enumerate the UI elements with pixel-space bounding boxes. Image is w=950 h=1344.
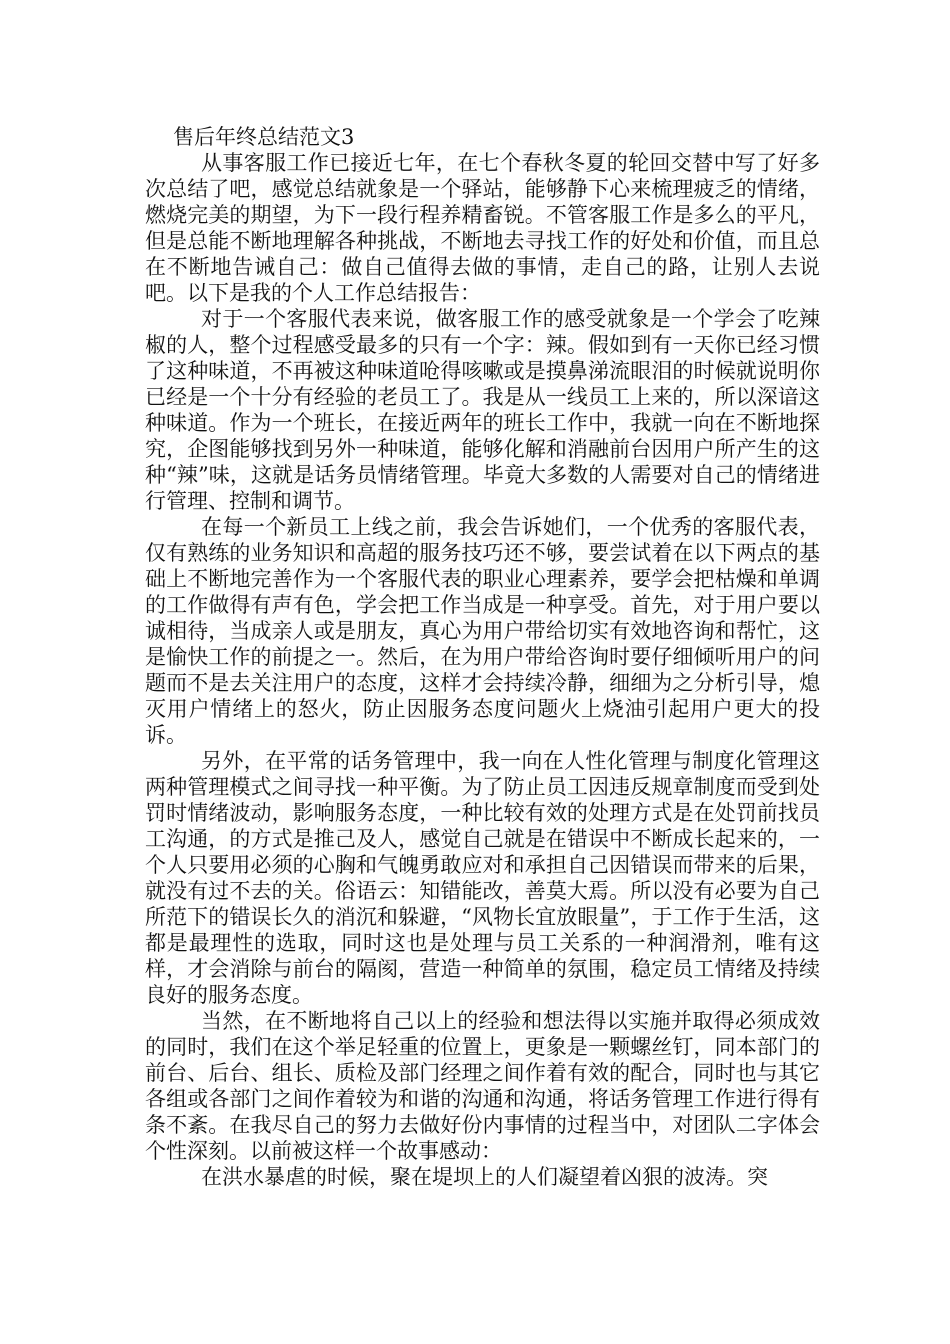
paragraph: 在洪水暴虐的时候，聚在堤坝上的人们凝望着凶狠的波涛。突: [201, 1165, 768, 1189]
paragraph: 另外，在平常的话务管理中，我一向在人性化管理与制度化管理这两种管理模式之间寻找一种平衡。为了防止员工因违反规章制度而受到处罚时情绪波动，影响服务态度，一种比较有效的处理方式是在处罚前找员工沟通，的方式是推己及人，感觉自己就是在错误中不断成长起来的，一个人只要用必须的心胸和气魄勇敢应对和承担自己因错误而带来的后果，就没有过不去的关。俗语云：知错能改，善莫大焉。所以没有必要为自己所范下的错误长久的消沉和躲避，“风物长宜放眼量”，于工作于生活，这都是最理性的选取，同时这也是处理与员工关系的一种润滑剂，唯有这样，才会消除与前台的隔阂，营造一种简单的氛围，稳定员工情绪及持续良好的服务态度。: [145, 749, 820, 1007]
paragraph: 对于一个客服代表来说，做客服工作的感受就象是一个学会了吃辣椒的人，整个过程感受最多的只有一个字：辣。假如到有一天你已经习惯了这种味道，不再被这种味道呛得咳嗽或是摸鼻涕流眼泪的时候就说明你已经是一个十分有经验的老员工了。我是从一线员工上来的，所以深谙这种味道。作为一个班长，在接近两年的班长工作中，我就一向在不断地探究，企图能够找到另外一种味道，能够化解和消融前台因用户所产生的这种“辣”味，这就是话务员情绪管理。毕竟大多数的人需要对自己的情绪进行管理、控制和调节。: [145, 307, 820, 513]
paragraph: 当然，在不断地将自己以上的经验和想法得以实施并取得必须成效的同时，我们在这个举足轻重的位置上，更象是一颗螺丝钉，同本部门的前台、后台、组长、质检及部门经理之间作着有效的配合，同时也与其它各组或各部门之间作着较为和谐的沟通和沟通，将话务管理工作进行得有条不紊。在我尽自己的努力去做好份内事情的过程当中，对团队二字体会个性深刻。以前被这样一个故事感动：: [145, 1009, 820, 1163]
paragraph: 从事客服工作已接近七年，在七个春秋冬夏的轮回交替中写了好多次总结了吧，感觉总结就象是一个驿站，能够静下心来梳理疲乏的情绪，燃烧完美的期望，为下一段行程养精畜锐。不管客服工作是多么的平凡，但是总能不断地理解各种挑战，不断地去寻找工作的好处和价值，而且总在不断地告诫自己：做自己值得去做的事情，走自己的路，让别人去说吧。以下是我的个人工作总结报告：: [145, 151, 820, 305]
document-title: 售后年终总结范文3: [173, 125, 355, 149]
paragraph: 在每一个新员工上线之前，我会告诉她们，一个优秀的客服代表，仅有熟练的业务知识和高超的服务技巧还不够，要尝试着在以下两点的基础上不断地完善作为一个客服代表的职业心理素养，要学会把枯燥和单调的工作做得有声有色，学会把工作当成是一种享受。首先，对于用户要以诚相待，当成亲人或是朋友，真心为用户带给切实有效地咨询和帮忙，这是愉快工作的前提之一。然后，在为用户带给咨询时要仔细倾听用户的问题而不是去关注用户的态度，这样才会持续冷静，细细为之分析引导，熄灭用户情绪上的怒火，防止因服务态度问题火上烧油引起用户更大的投诉。: [145, 515, 820, 747]
document-body: [145, 124, 820, 1190]
